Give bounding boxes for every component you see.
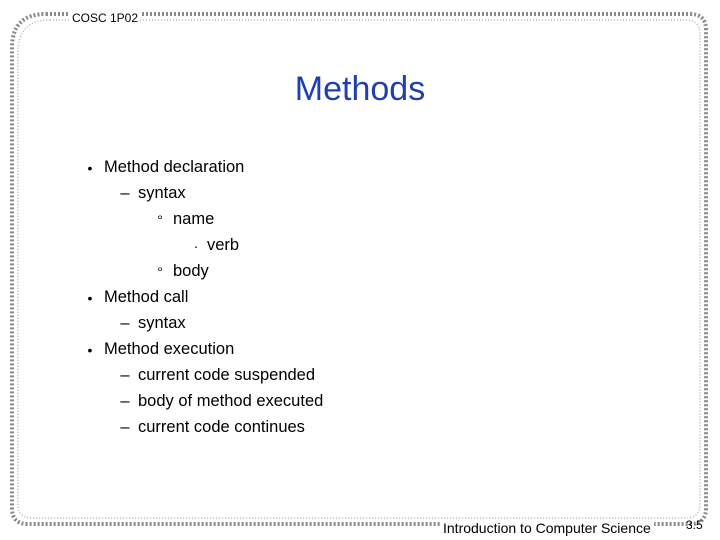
outline-item-text: name bbox=[173, 210, 215, 228]
outline-item-text: body bbox=[173, 262, 209, 280]
outline-item-text: current code suspended bbox=[138, 366, 316, 384]
bullet-dash-icon: – bbox=[120, 418, 130, 436]
outline-item-text: body of method executed bbox=[138, 392, 324, 410]
outline-item bbox=[118, 314, 186, 333]
outline-item-text: Method execution bbox=[104, 340, 235, 358]
outline-item bbox=[191, 236, 239, 255]
outline-item bbox=[118, 366, 315, 385]
outline-item-text: syntax bbox=[138, 184, 186, 202]
bullet-dot-icon: • bbox=[87, 341, 93, 358]
outline-item bbox=[153, 210, 214, 229]
slide-title-text: Methods bbox=[294, 70, 426, 108]
outline-item bbox=[82, 340, 234, 359]
outline-item-text: Method declaration bbox=[104, 158, 245, 176]
outline-item bbox=[118, 184, 186, 203]
bullet-circle-icon: ° bbox=[157, 263, 163, 280]
footer-course-name: Introduction to Computer Science bbox=[440, 520, 654, 536]
bullet-dash-icon: – bbox=[120, 184, 130, 202]
outline-item-text: verb bbox=[207, 236, 240, 254]
bullet-dash-icon: – bbox=[120, 392, 130, 410]
page-number: 3.5 bbox=[686, 518, 703, 532]
bullet-dash-icon: – bbox=[120, 366, 130, 384]
course-code: COSC 1P02 bbox=[72, 11, 139, 25]
outline-item-text: current code continues bbox=[138, 418, 305, 436]
bullet-dash-icon: – bbox=[120, 314, 130, 332]
outline-item bbox=[118, 418, 305, 437]
bullet-dot-icon: • bbox=[87, 159, 93, 176]
outline-item-text: Method call bbox=[104, 288, 189, 306]
bullet-circle-icon: ° bbox=[157, 211, 163, 228]
outline-item bbox=[82, 288, 188, 307]
outline-item bbox=[82, 158, 244, 177]
outline-item-text: syntax bbox=[138, 314, 186, 332]
bullet-small-dot-icon: · bbox=[193, 237, 199, 254]
outline-item bbox=[118, 392, 323, 411]
outline-item bbox=[153, 262, 209, 281]
bullet-dot-icon: • bbox=[87, 289, 93, 306]
